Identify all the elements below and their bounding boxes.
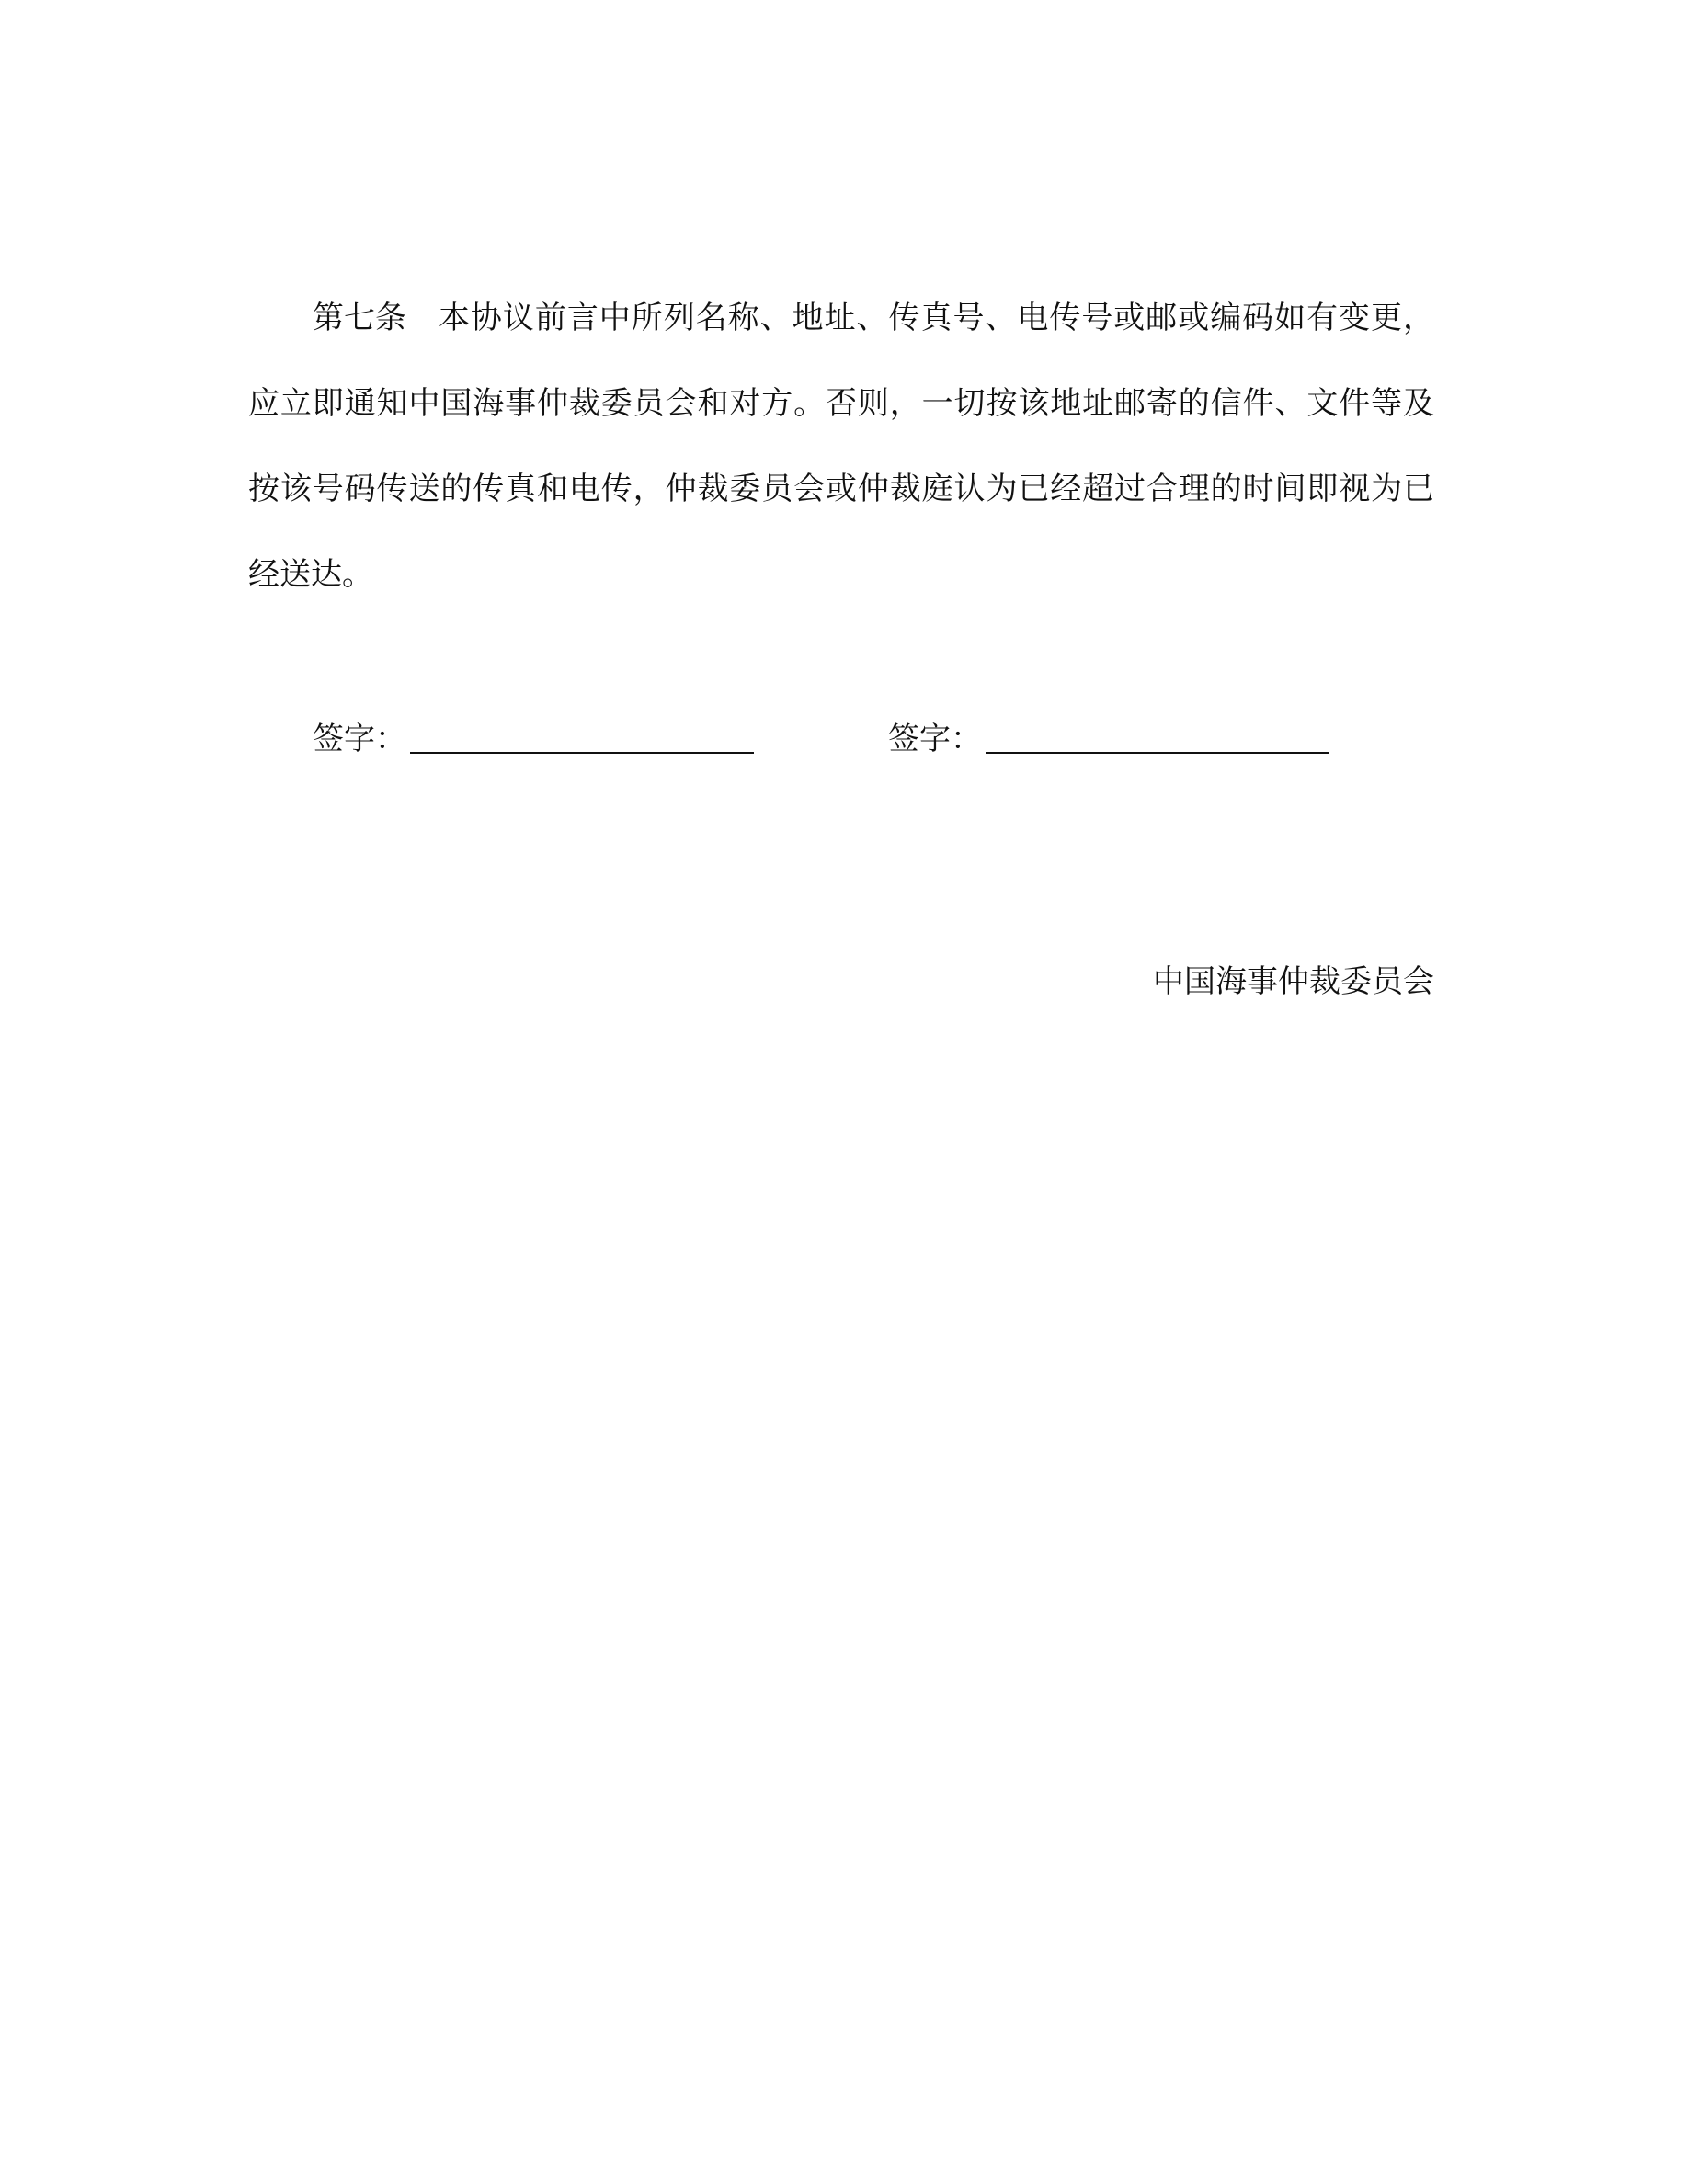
signature-label-right: 签字：	[888, 721, 982, 757]
signature-block-left	[313, 711, 754, 757]
signature-line-left	[410, 752, 754, 754]
issuer-name: 中国海事仲裁委员会	[1153, 963, 1434, 1000]
article-seven-paragraph	[248, 276, 1434, 618]
signature-label-left: 签字：	[313, 721, 406, 757]
signature-line-right	[986, 752, 1329, 754]
article-body: 本协议前言中所列名称、地址、传真号、电传号或邮或编码如有变更，应立即通知中国海事仲裁委员会和对方。否则，一切按该地址邮寄的信件、文件等及按该号码传送的传真和电传，仲裁委员会或仲裁庭认为已经超过合理的时间即视为已经送达。	[248, 300, 1434, 593]
article-heading: 第七条	[313, 300, 406, 336]
signature-block-right	[888, 711, 1329, 757]
